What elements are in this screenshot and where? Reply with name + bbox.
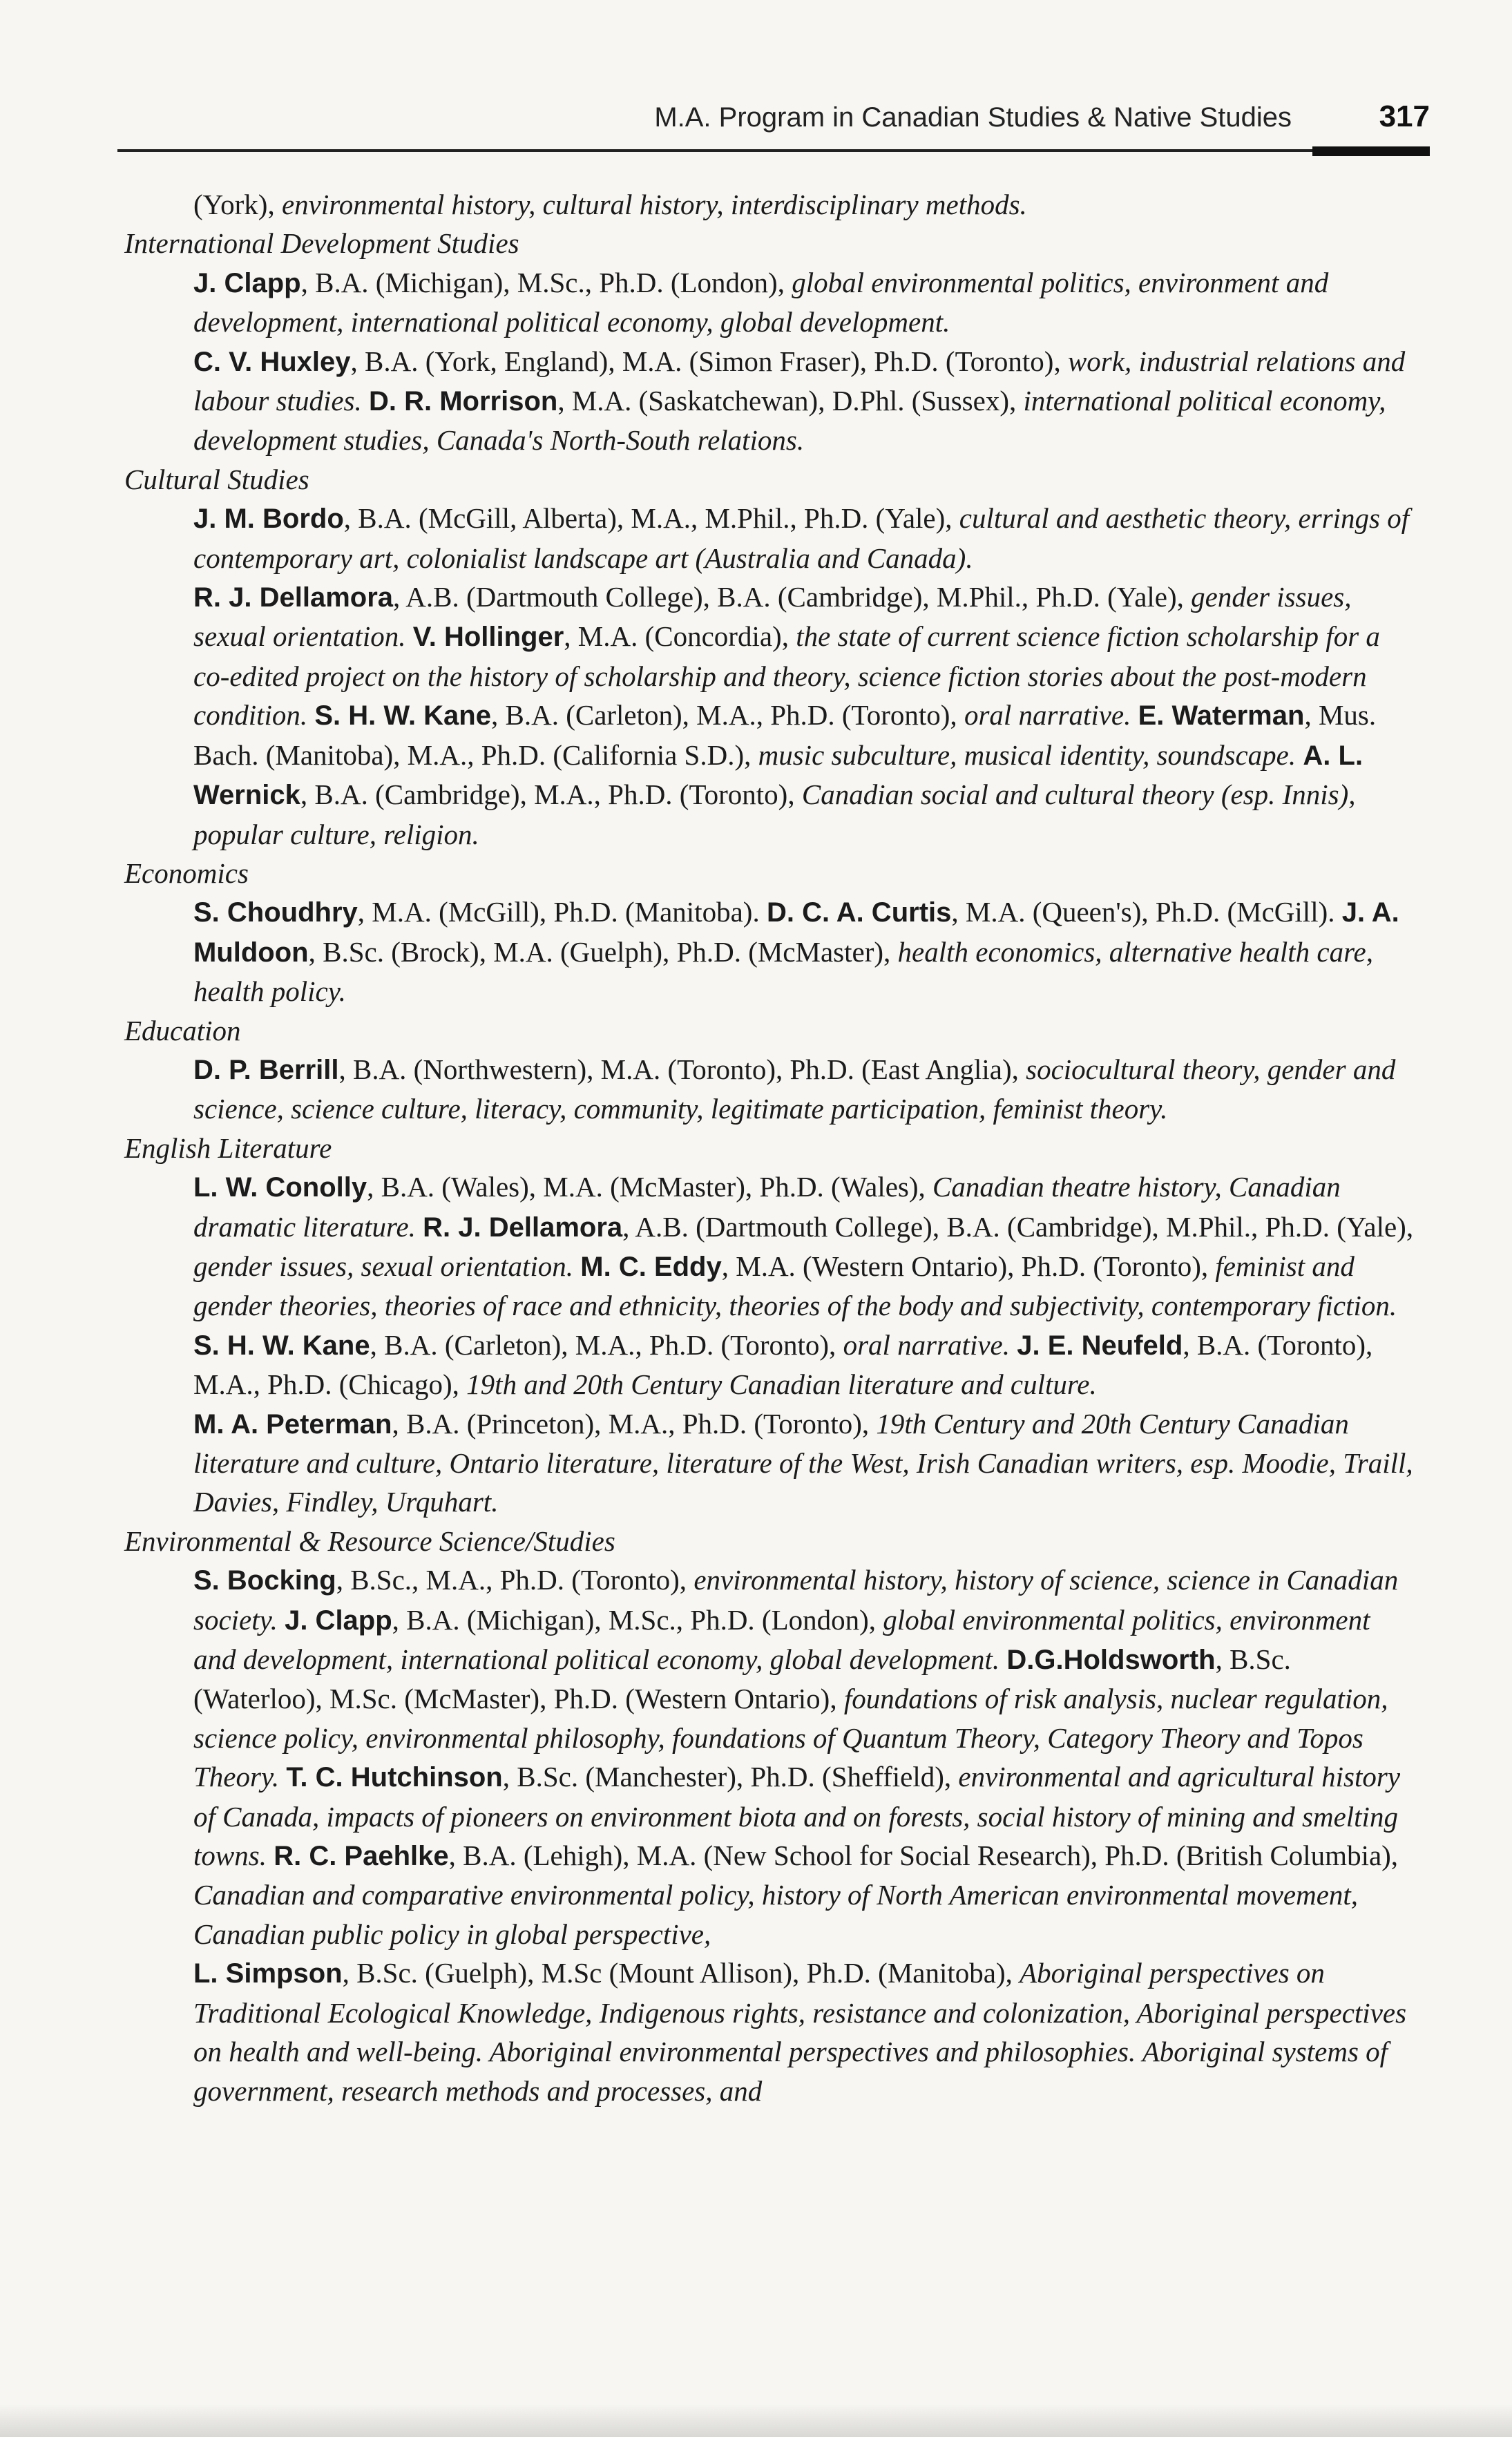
page-number: 317 <box>1379 99 1430 133</box>
faculty-credentials: , A.B. (Dartmouth College), B.A. (Cambridge), M.Phil., Ph.D. (Yale), <box>622 1210 1414 1243</box>
faculty-credentials: , B.Sc. (Manchester), Ph.D. (Sheffield), <box>502 1761 959 1793</box>
research-interests: Canadian and comparative environmental policy, history of North American environmental movement, Canadian public policy in global perspective, <box>193 1879 1359 1950</box>
research-interests: Aboriginal perspectives on Traditional Ecological Knowledge, Indigenous rights, resistance and colonization, Aboriginal perspectives on health and well-being. Aboriginal environmental perspectives and philosophies. Aboriginal systems of government, research methods and processes, and <box>193 1957 1407 2107</box>
faculty-entry <box>193 1329 1010 1361</box>
faculty-name: S. H. W. Kane <box>314 700 491 732</box>
faculty-entry <box>193 1053 1395 1125</box>
header-rule <box>117 149 1430 152</box>
research-interests: Canadian theatre history, Canadian dramatic literature. <box>193 1171 1341 1243</box>
faculty-name: J. M. Bordo <box>193 504 344 535</box>
faculty-paragraph <box>124 892 1416 1011</box>
faculty-credentials: , B.Sc. (Waterloo), M.Sc. (McMaster), Ph.D. (Western Ontario), <box>193 1643 1291 1715</box>
faculty-name: S. Choudhry <box>193 897 358 928</box>
faculty-listing <box>124 185 1416 2110</box>
research-interests: feminist and gender theories, theories of race and ethnicity, theories of the body and subjectivity, contemporary fiction. <box>193 1250 1397 1322</box>
research-interests: oral narrative. <box>843 1328 1010 1361</box>
research-interests: 19th Century and 20th Century Canadian literature and culture, Ontario literature, literature of the West, Irish Canadian writers, esp. Moodie, Traill, Davies, Findley, Urquhart. <box>193 1407 1413 1518</box>
faculty-credentials: , B.A. (Princeton), M.A., Ph.D. (Toronto), <box>392 1407 877 1440</box>
faculty-name: D.G.Holdsworth <box>1006 1645 1216 1676</box>
faculty-credentials: , B.A. (Michigan), M.Sc., Ph.D. (London), <box>300 266 792 298</box>
faculty-name: D. P. Berrill <box>193 1054 339 1085</box>
faculty-credentials: , B.A. (Michigan), M.Sc., Ph.D. (London), <box>392 1603 883 1636</box>
faculty-credentials: , B.A. (Lehigh), M.A. (New School for Social Research), Ph.D. (British Columbia), <box>448 1839 1399 1872</box>
faculty-credentials: , B.A. (Cambridge), M.A., Ph.D. (Toronto), <box>300 778 802 811</box>
research-interests: cultural and aesthetic theory, errings of contemporary art, colonialist landscape art (Australia and Canada). <box>193 502 1410 574</box>
header-title: M.A. Program in Canadian Studies & Native Studies <box>654 102 1292 133</box>
section-heading: Economics <box>124 857 249 889</box>
faculty-name: A. L. Wernick <box>193 740 1363 811</box>
faculty-paragraph <box>124 1404 1416 1522</box>
faculty-name: M. C. Eddy <box>580 1251 722 1282</box>
research-interests: gender issues, sexual orientation. <box>193 581 1352 653</box>
faculty-credentials: , B.Sc. (Guelph), M.Sc (Mount Allison), Ph.D. (Manitoba), <box>342 1957 1020 1989</box>
faculty-paragraph <box>124 577 1416 854</box>
faculty-credentials: , B.A. (Wales), M.A. (McMaster), Ph.D. (Wales), <box>367 1171 933 1203</box>
faculty-credentials: , M.A. (Concordia), <box>564 620 796 653</box>
faculty-credentials: , A.B. (Dartmouth College), B.A. (Cambridge), M.Phil., Ph.D. (Yale), <box>393 581 1192 613</box>
faculty-entry <box>193 1408 1413 1518</box>
research-interests: the state of current science fiction scholarship for a co-edited project on the history of scholarship and theory, science fiction stories about the post-modern condition. <box>193 620 1380 732</box>
faculty-entry <box>193 267 1328 338</box>
faculty-paragraph <box>124 1560 1416 1953</box>
faculty-entry <box>193 502 1409 573</box>
faculty-name: J. E. Neufeld <box>1017 1330 1183 1361</box>
faculty-credentials: , B.A. (Carleton), M.A., Ph.D. (Toronto), <box>490 699 964 732</box>
faculty-name: S. H. W. Kane <box>193 1330 370 1361</box>
faculty-entry <box>193 1957 1406 2106</box>
faculty-paragraph <box>124 1953 1416 2110</box>
faculty-credentials: , M.A. (McGill), Ph.D. (Manitoba). <box>357 896 767 928</box>
faculty-entry <box>193 1839 1398 1950</box>
faculty-name: L. W. Conolly <box>193 1172 367 1203</box>
research-interests: 19th and 20th Century Canadian literature and culture. <box>466 1368 1097 1401</box>
faculty-name: D. C. A. Curtis <box>766 897 952 928</box>
faculty-credentials: , B.A. (Toronto), M.A., Ph.D. (Chicago), <box>193 1328 1373 1401</box>
faculty-credentials: , M.A. (Western Ontario), Ph.D. (Toronto), <box>721 1250 1216 1282</box>
research-interests: health economics, alternative health care, health policy. <box>193 935 1373 1008</box>
research-interests: environmental history, history of science, science in Canadian society. <box>193 1564 1399 1636</box>
faculty-name: J. A. Muldoon <box>193 897 1399 968</box>
section-heading: Cultural Studies <box>124 463 309 495</box>
faculty-credentials: , B.A. (Northwestern), M.A. (Toronto), Ph.D. (East Anglia), <box>338 1053 1026 1085</box>
faculty-name: J. Clapp <box>193 267 301 298</box>
section-heading: English Literature <box>124 1131 332 1164</box>
faculty-name: R. J. Dellamora <box>193 582 394 613</box>
faculty-credentials: , M.A. (Saskatchewan), D.Phl. (Sussex), <box>557 385 1024 417</box>
research-interests: oral narrative. <box>964 699 1131 732</box>
faculty-paragraph <box>124 1050 1416 1129</box>
faculty-name: T. C. Hutchinson <box>286 1762 503 1793</box>
faculty-name: L. Simpson <box>193 1958 343 1989</box>
faculty-name: R. J. Dellamora <box>423 1212 623 1243</box>
research-interests: Canadian social and cultural theory (esp. Innis), popular culture, religion. <box>193 778 1356 850</box>
faculty-credentials: , M.A. (Queen's), Ph.D. (McGill). <box>951 896 1342 928</box>
research-interests: global environmental politics, environment and development, international political economy, global development. <box>193 266 1329 338</box>
faculty-name: S. Bocking <box>193 1565 336 1596</box>
research-interests: international political economy, development studies, Canada's North-South relations. <box>193 385 1386 457</box>
faculty-name: R. C. Paehlke <box>274 1841 449 1872</box>
header-rule-tab <box>1312 146 1430 156</box>
faculty-entry <box>193 189 1027 220</box>
faculty-credentials: , B.A. (York, England), M.A. (Simon Fraser), Ph.D. (Toronto), <box>350 345 1068 377</box>
faculty-entry <box>767 896 1342 928</box>
scan-shadow <box>0 2404 1512 2437</box>
faculty-name: J. Clapp <box>285 1605 392 1636</box>
research-interests: environmental history, cultural history, interdisciplinary methods. <box>281 189 1027 220</box>
faculty-name: V. Hollinger <box>412 622 564 653</box>
faculty-credentials: , B.Sc., M.A., Ph.D. (Toronto), <box>336 1564 694 1596</box>
faculty-name: D. R. Morrison <box>369 386 558 417</box>
faculty-paragraph <box>124 499 1416 577</box>
research-interests: environmental and agricultural history of Canada, impacts of pioneers on environment biota and on forests, social history of mining and smelting towns. <box>193 1761 1401 1872</box>
research-interests: music subculture, musical identity, soundscape. <box>758 738 1296 771</box>
faculty-name: M. A. Peterman <box>193 1408 392 1440</box>
research-interests: gender issues, sexual orientation. <box>193 1250 574 1282</box>
faculty-credentials: , Mus. Bach. (Manitoba), M.A., Ph.D. (California S.D.), <box>193 699 1377 771</box>
faculty-credentials: (York), <box>193 189 282 220</box>
faculty-credentials: , B.A. (McGill, Alberta), M.A., M.Phil., Ph.D. (Yale), <box>343 502 959 535</box>
faculty-entry <box>193 896 767 928</box>
faculty-name: E. Waterman <box>1138 700 1305 732</box>
faculty-entry <box>314 699 1131 731</box>
research-interests: work, industrial relations and labour studies. <box>193 345 1406 417</box>
section-heading: Environmental & Resource Science/Studies <box>124 1525 615 1557</box>
faculty-credentials: , B.A. (Carleton), M.A., Ph.D. (Toronto), <box>370 1328 843 1361</box>
research-interests: sociocultural theory, gender and science, science culture, literacy, community, legitimate participation, feminist theory. <box>193 1053 1396 1125</box>
faculty-paragraph <box>124 263 1416 342</box>
section-heading: International Development Studies <box>124 227 519 260</box>
faculty-paragraph <box>124 1167 1416 1404</box>
research-interests: global environmental politics, environment and development, international political economy, global development. <box>193 1603 1370 1676</box>
faculty-name: C. V. Huxley <box>193 346 351 377</box>
faculty-paragraph <box>124 342 1416 460</box>
faculty-credentials: , B.Sc. (Brock), M.A. (Guelph), Ph.D. (McMaster), <box>308 935 898 968</box>
faculty-entry <box>193 385 1386 456</box>
faculty-paragraph <box>124 185 1416 224</box>
section-heading: Education <box>124 1014 241 1047</box>
running-header <box>117 95 1430 145</box>
research-interests: foundations of risk analysis, nuclear regulation, science policy, environmental philosophy, foundations of Quantum Theory, Category Theory and Topos Theory. <box>193 1683 1388 1793</box>
